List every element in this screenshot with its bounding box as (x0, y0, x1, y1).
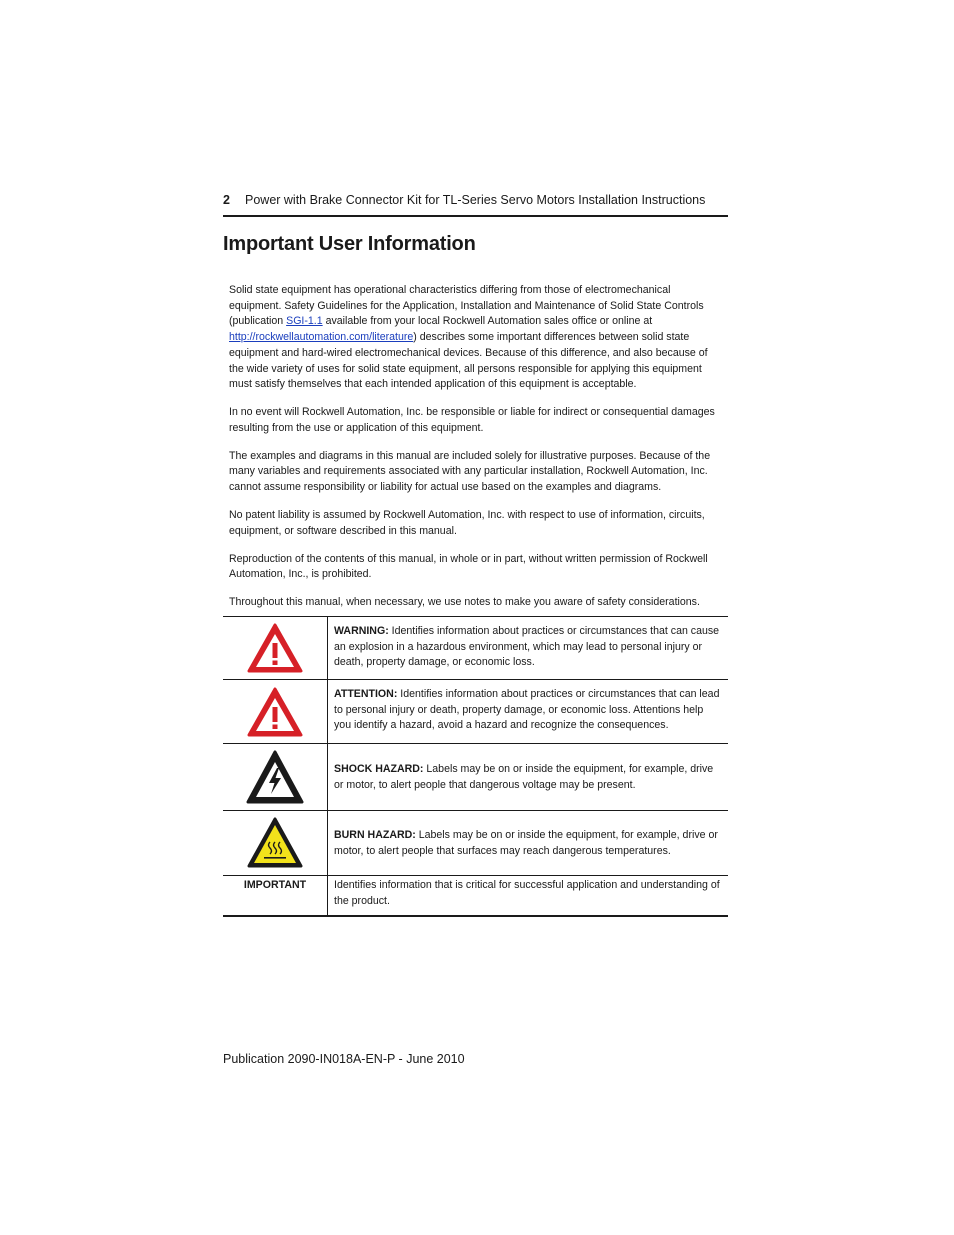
page-title: Important User Information (223, 233, 476, 255)
paragraph-2: In no event will Rockwell Automation, Inc. be responsible or liable for indirect or consequential damages resulting from the use or application of this equipment. (229, 406, 715, 434)
warning-row (223, 617, 728, 680)
warning-label: WARNING: (334, 625, 389, 637)
attention-triangle-icon (246, 686, 304, 738)
burn-text: Labels may be on or inside the equipment, for example, drive or motor, to alert people that surfaces may reach dangerous temperatures. (334, 828, 718, 857)
publication-footer: Publication 2090-IN018A-EN-P - June 2010 (223, 1052, 465, 1066)
page-header (223, 191, 728, 217)
important-text: Identifies information that is critical for successful application and understanding of the product. (334, 879, 720, 907)
page-number: 2 (223, 193, 230, 207)
shock-text: Labels may be on or inside the equipment, for example, drive or motor, to alert people that dangerous voltage may be present. (334, 762, 714, 791)
paragraph-1: Solid state equipment has operational characteristics differing from those of electromechanical equipment. Safety Guidelines for the Application, Installation and Maintenance of Solid State Controls (publication SGI-1.1 available from your local Rockwell Automation sales office or online at http://rockwellautomation.com/literature) describes some important differences between solid state equipment and hard-wired electromechanical devices. Because of this difference, and also because of the wide variety of uses for solid state equipment, all persons responsible for applying this equipment must satisfy themselves that each intended application of this equipment is acceptable. (229, 284, 708, 391)
safety-notes-table (223, 616, 728, 917)
important-label: IMPORTANT (223, 876, 328, 917)
warning-triangle-icon (246, 622, 304, 674)
hot-surface-icon (246, 816, 304, 870)
important-row (223, 876, 728, 917)
attention-text: Identifies information about practices or circumstances that can lead to personal injury or death, property damage, or economic loss. Attentions help you identify a hazard, avoid a hazard and recognize the consequences. (334, 688, 720, 732)
sgi-link[interactable]: SGI-1.1 (286, 315, 323, 328)
attention-row (223, 680, 728, 744)
paragraph-3: The examples and diagrams in this manual are included solely for illustrative purposes. Because of the many variables and requirements associated with any particular installation, Rockwell Automation, Inc. cannot assume responsibility or liability for actual use based on the examples and diagrams. (229, 449, 711, 494)
shock-hazard-row (223, 744, 728, 811)
shock-label: SHOCK HAZARD: (334, 762, 424, 775)
paragraph-5: Reproduction of the contents of this manual, in whole or in part, without written permission of Rockwell Automation, Inc., is prohibited. (229, 552, 708, 581)
attention-label: ATTENTION: (334, 688, 398, 700)
paragraph-4: No patent liability is assumed by Rockwell Automation, Inc. with respect to use of information, circuits, equipment, or software described in this manual. (229, 509, 705, 537)
paragraph-6: Throughout this manual, when necessary, we use notes to make you aware of safety considerations. (229, 596, 700, 609)
warning-text: Identifies information about practices or circumstances that can cause an explosion in a hazardous environment, which may lead to personal injury or death, property damage, or economic loss. (334, 625, 720, 669)
burn-hazard-row (223, 811, 728, 876)
lightning-bolt-icon (245, 749, 305, 805)
literature-link[interactable]: http://rockwellautomation.com/literature (229, 331, 414, 344)
header-title: Power with Brake Connector Kit for TL-Series Servo Motors Installation Instructions (245, 193, 706, 207)
burn-label: BURN HAZARD: (334, 828, 416, 841)
body-text (229, 283, 723, 623)
